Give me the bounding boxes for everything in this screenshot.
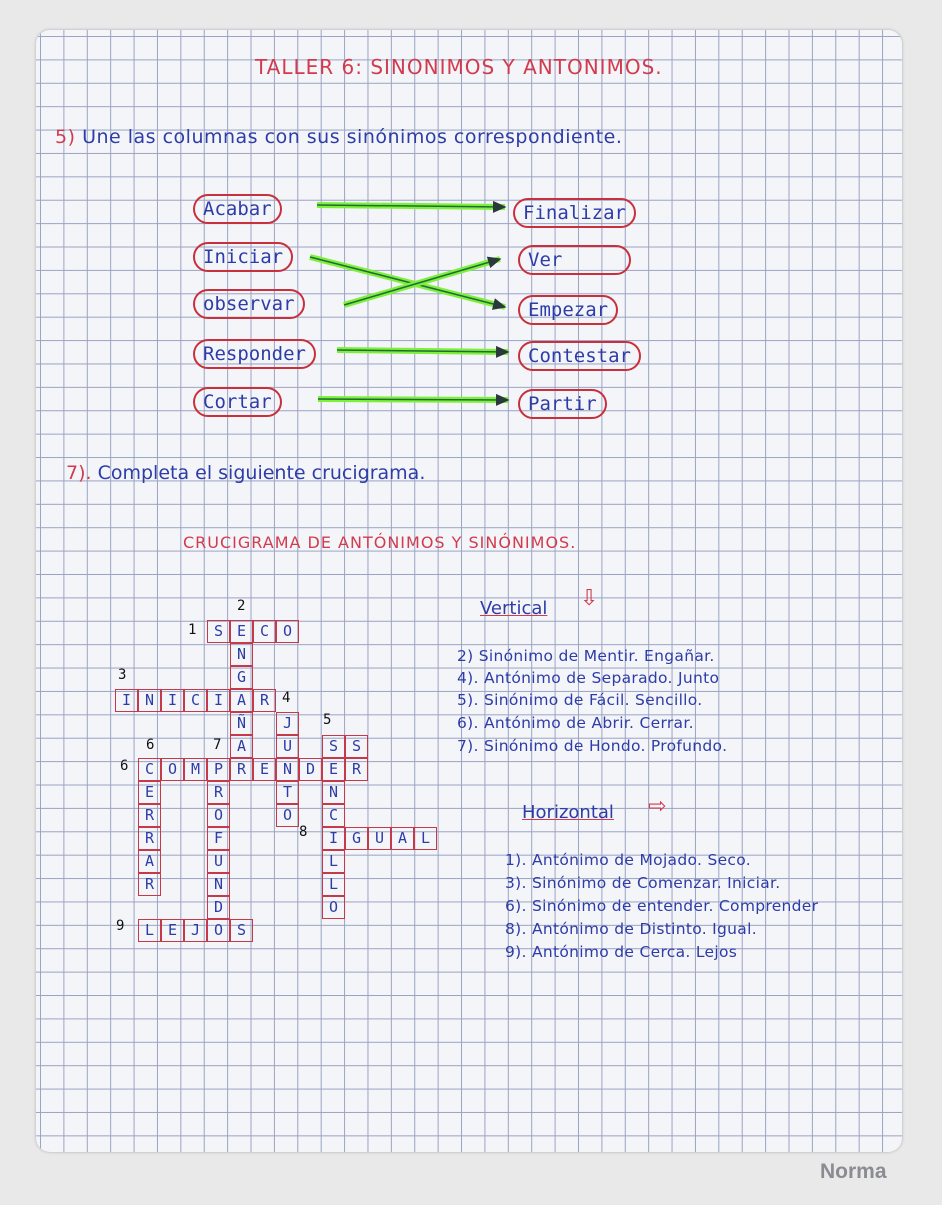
question-5-text: Une las columnas con sus sinónimos correspondiente. [82, 126, 623, 148]
crossword-cell: O [207, 804, 230, 827]
crossword-cell: J [184, 919, 207, 942]
crossword-cell: R [345, 758, 368, 781]
crossword-cell: I [207, 689, 230, 712]
vertical-clue: 2) Sinónimo de Mentir. Engañar. [457, 647, 715, 665]
crossword-cell: F [207, 827, 230, 850]
crossword-cell: N [276, 758, 299, 781]
page-title: TALLER 6: SINONIMOS Y ANTONIMOS. [255, 55, 663, 79]
crossword-cell: A [230, 735, 253, 758]
crossword-cell: S [207, 620, 230, 643]
crossword-title: CRUCIGRAMA DE ANTÓNIMOS Y SINÓNIMOS. [183, 533, 577, 552]
crossword-cell: R [230, 758, 253, 781]
crossword-cell: N [138, 689, 161, 712]
right-word-2: Ver [518, 245, 631, 275]
vertical-clue: 6). Antónimo de Abrir. Cerrar. [457, 714, 694, 732]
crossword-cell: O [276, 804, 299, 827]
crossword-cell: A [391, 827, 414, 850]
question-7-text: Completa el siguiente crucigrama. [97, 462, 426, 484]
vertical-heading: Vertical [480, 598, 548, 619]
horizontal-clue: 3). Sinónimo de Comenzar. Iniciar. [505, 874, 781, 892]
left-word-2: Iniciar [193, 242, 293, 272]
crossword-cell: O [276, 620, 299, 643]
clue-number: 3 [118, 667, 127, 683]
crossword-cell: C [322, 804, 345, 827]
clue-number: 4 [282, 690, 291, 706]
crossword-cell: N [207, 873, 230, 896]
horizontal-clue: 1). Antónimo de Mojado. Seco. [505, 851, 751, 869]
clue-number: 6 [146, 737, 155, 753]
crossword-cell: R [138, 873, 161, 896]
crossword-cell: E [253, 758, 276, 781]
crossword-cell: L [322, 850, 345, 873]
crossword-cell: O [161, 758, 184, 781]
crossword-cell: J [276, 712, 299, 735]
crossword-cell: Ñ [230, 712, 253, 735]
clue-number: 1 [188, 622, 197, 638]
arrow-acabar-finalizar [317, 205, 505, 207]
vertical-clue: 4). Antónimo de Separado. Junto [457, 669, 720, 687]
right-arrow-icon: ⇨ [648, 794, 667, 819]
clue-number: 5 [323, 712, 332, 728]
crossword-cell: E [322, 758, 345, 781]
crossword-cell: U [276, 735, 299, 758]
crossword-cell: O [207, 919, 230, 942]
crossword-cell: C [184, 689, 207, 712]
horizontal-clue: 8). Antónimo de Distinto. Igual. [505, 920, 757, 938]
clue-number: 9 [116, 918, 125, 934]
question-5-number: 5) [55, 126, 76, 148]
crossword-cell: C [138, 758, 161, 781]
crossword-cell: P [207, 758, 230, 781]
left-word-1: Acabar [193, 194, 282, 224]
crossword-cell: D [299, 758, 322, 781]
crossword-cell: S [322, 735, 345, 758]
clue-number: 8 [299, 824, 308, 840]
crossword-cell: R [138, 827, 161, 850]
crossword-cell: E [161, 919, 184, 942]
crossword-cell: I [322, 827, 345, 850]
crossword-cell: I [161, 689, 184, 712]
arrow-responder-contestar [337, 350, 508, 352]
horizontal-clue: 6). Sinónimo de entender. Comprender [505, 897, 819, 915]
crossword-cell: S [345, 735, 368, 758]
crossword-cell: U [207, 850, 230, 873]
crossword-cell: I [115, 689, 138, 712]
crossword-cell: R [207, 781, 230, 804]
question-7-number: 7). [66, 462, 92, 484]
left-word-3: observar [193, 289, 305, 319]
right-word-5: Partir [518, 389, 607, 419]
crossword-cell: O [322, 896, 345, 919]
clue-number: 2 [237, 598, 246, 614]
crossword-cell: L [414, 827, 437, 850]
crossword-cell: A [138, 850, 161, 873]
crossword-cell: G [345, 827, 368, 850]
question-7 [66, 462, 425, 484]
arrow-cortar-partir [318, 399, 508, 400]
crossword-cell: N [230, 643, 253, 666]
clue-number: 7 [213, 737, 222, 753]
crossword-cell: D [207, 896, 230, 919]
left-word-4: Responder [193, 339, 316, 369]
crossword-cell: L [322, 873, 345, 896]
crossword-cell: E [230, 620, 253, 643]
right-word-3: Empezar [518, 295, 618, 325]
notebook-brand-logo: Norma [820, 1160, 887, 1183]
crossword-cell: N [322, 781, 345, 804]
vertical-clue: 5). Sinónimo de Fácil. Sencillo. [457, 691, 703, 709]
crossword-cell: E [138, 781, 161, 804]
crossword-cell: G [230, 666, 253, 689]
horizontal-clue: 9). Antónimo de Cerca. Lejos [505, 943, 738, 961]
right-word-4: Contestar [518, 341, 641, 371]
crossword-cell: T [276, 781, 299, 804]
crossword-cell: S [230, 919, 253, 942]
clue-number: 6 [120, 758, 129, 774]
crossword-cell: R [138, 804, 161, 827]
right-word-1: Finalizar [513, 198, 636, 228]
left-word-5: Cortar [193, 387, 282, 417]
vertical-clue: 7). Sinónimo de Hondo. Profundo. [457, 737, 728, 755]
crossword-cell: A [230, 689, 253, 712]
horizontal-heading: Horizontal [522, 802, 614, 823]
down-arrow-icon: ⇩ [580, 586, 599, 611]
crossword-cell: M [184, 758, 207, 781]
crossword-cell: L [138, 919, 161, 942]
crossword-cell: C [253, 620, 276, 643]
crossword-cell: U [368, 827, 391, 850]
crossword-cell: R [253, 689, 276, 712]
